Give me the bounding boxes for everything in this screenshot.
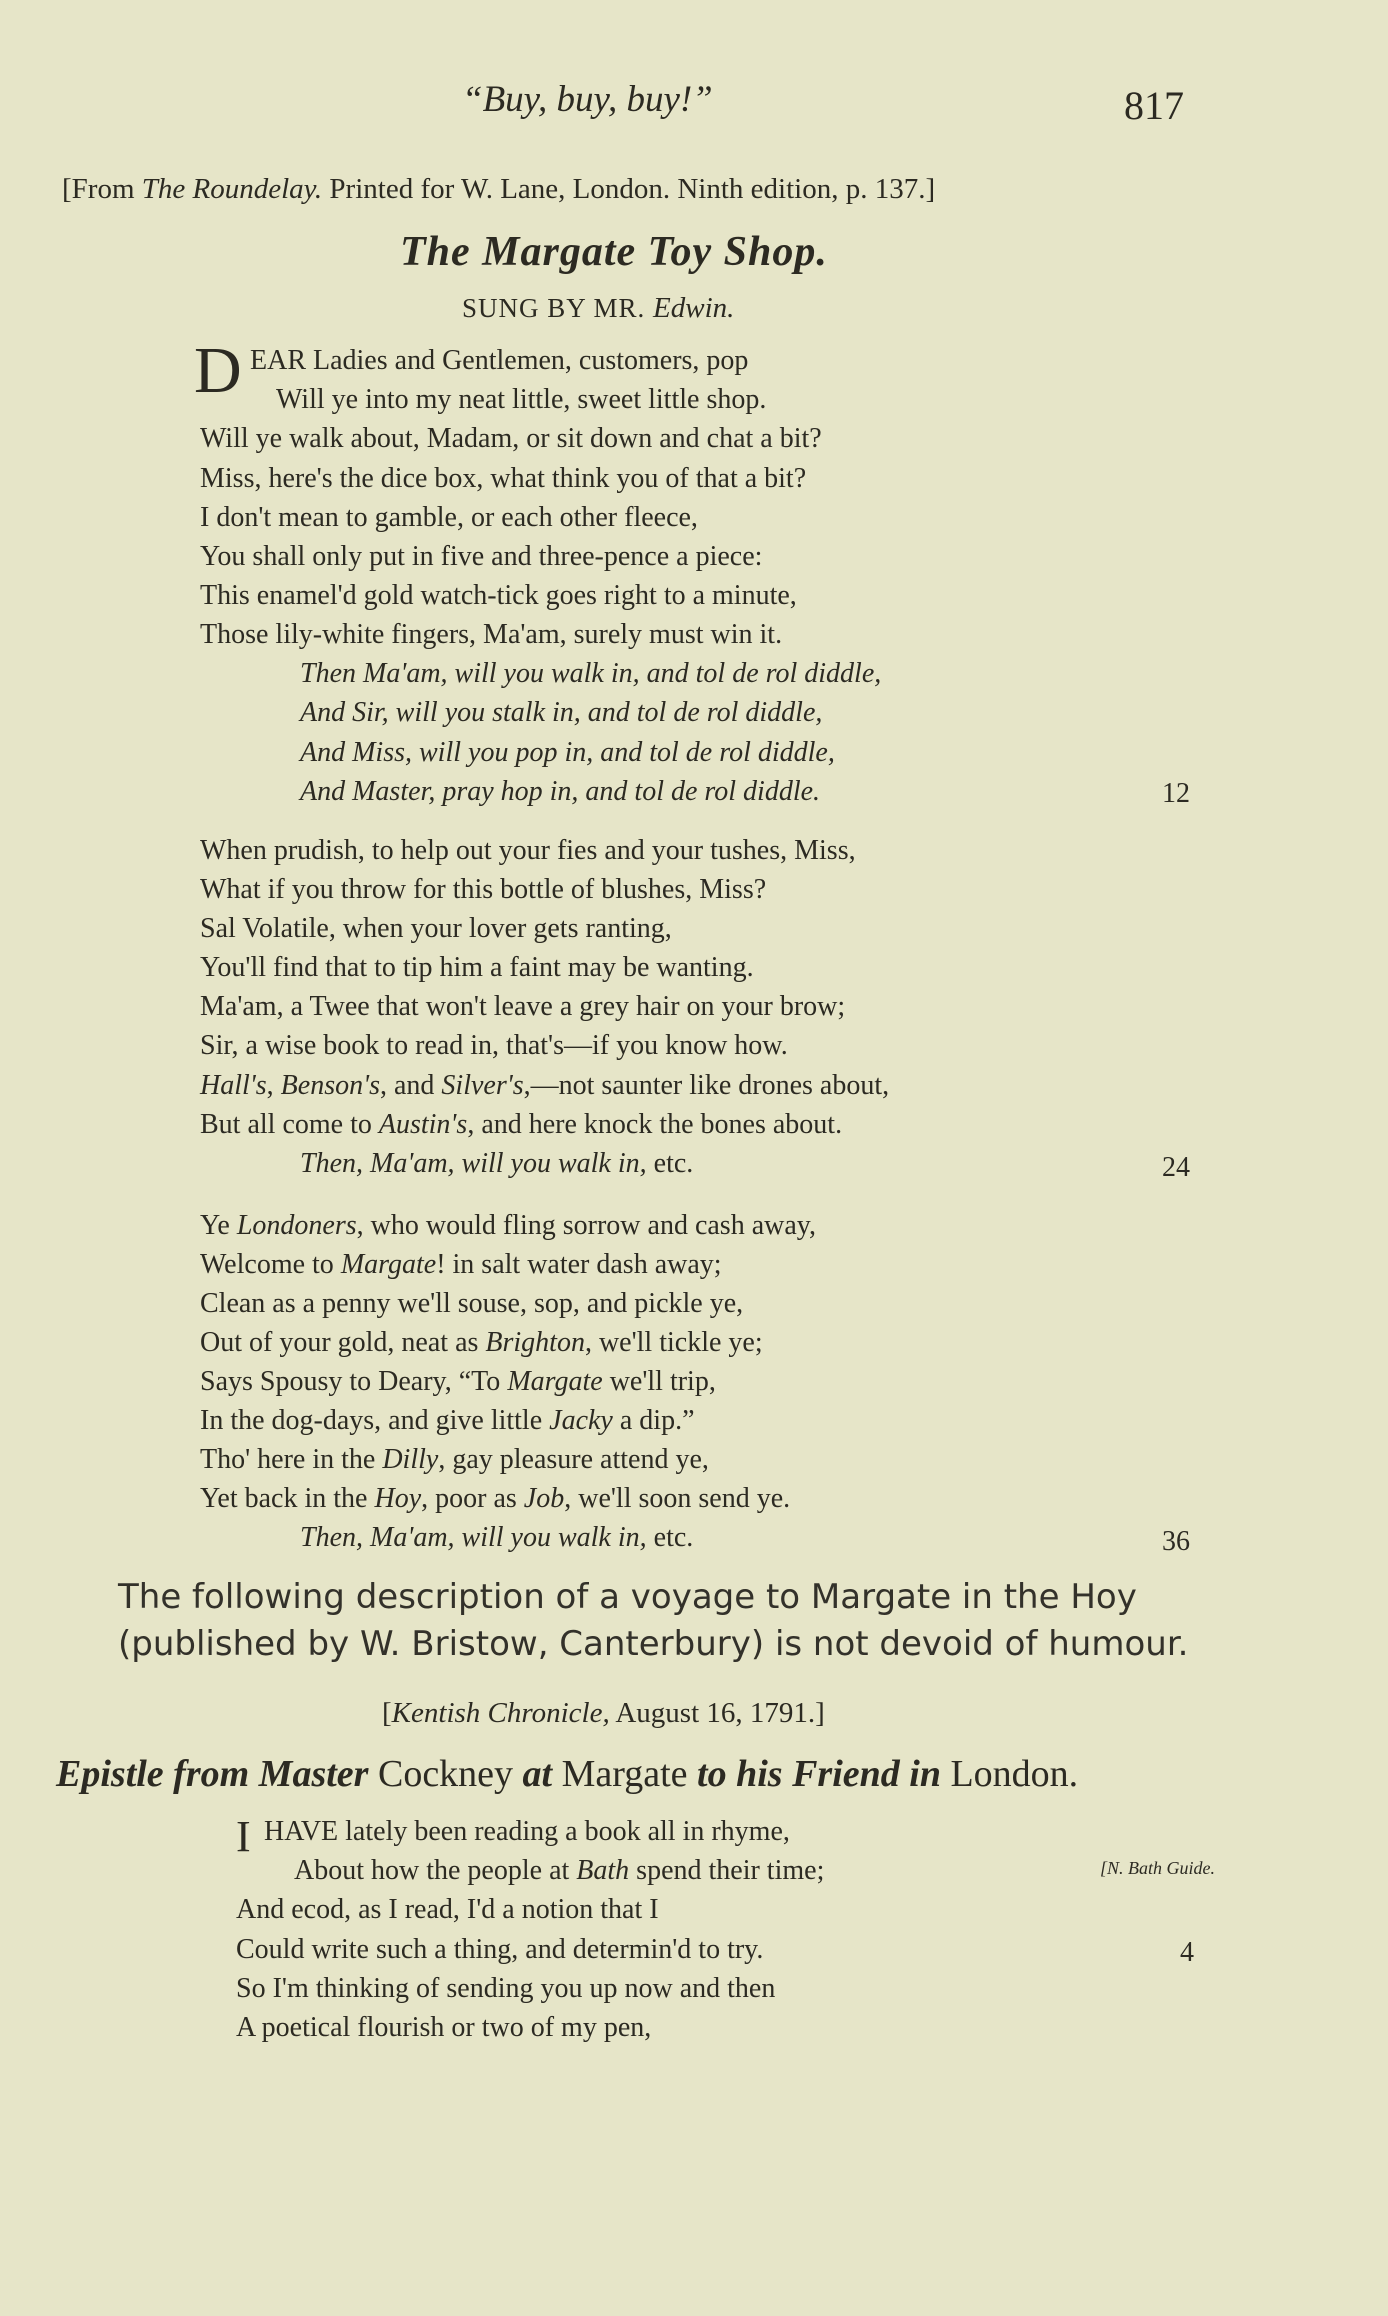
name-italic: Silver's — [441, 1070, 524, 1101]
chronicle-name: Kentish Chronicle, — [391, 1697, 610, 1729]
text-run: About how the people at — [294, 1855, 577, 1886]
text-run: we'll trip, — [602, 1366, 716, 1397]
refrain-line: And Sir, will you stalk in, and tol de rol diddle, — [300, 697, 823, 728]
chronicle-citation — [382, 1697, 825, 1730]
verse-line: EAR Ladies and Gentlemen, customers, pop — [250, 345, 749, 376]
verse-line — [200, 1210, 816, 1242]
blackletter-run: Epistle from Master — [56, 1753, 369, 1795]
verse-line: HAVE lately been reading a book all in rhyme, — [264, 1816, 790, 1847]
singer-name: Edwin. — [653, 292, 735, 324]
verse-line: Miss, here's the dice box, what think you of that a bit? — [200, 463, 807, 494]
verse-line: What if you throw for this bottle of blushes, Miss? — [200, 874, 767, 905]
text-run: , and — [379, 1070, 442, 1101]
text-run: a dip.” — [612, 1405, 695, 1436]
text-run: Tho' here in the — [200, 1444, 383, 1475]
verse-line: Sal Volatile, when your lover gets ranting, — [200, 913, 672, 944]
verse-line: Ma'am, a Twee that won't leave a grey hair on your brow; — [200, 991, 846, 1022]
verse-line — [200, 1327, 763, 1359]
epistle-title — [56, 1752, 1078, 1796]
name-italic: Londoners — [236, 1210, 357, 1241]
blackletter-run: to his Friend in — [697, 1753, 941, 1795]
verse-line: And ecod, as I read, I'd a notion that I — [236, 1894, 659, 1925]
text-run: ,—not saunter like drones about, — [523, 1070, 890, 1101]
prose-line: The following description of a voyage to Margate in the Hoy — [118, 1577, 1137, 1617]
name-italic: Austin's — [378, 1109, 468, 1140]
side-note: [N. Bath Guide. — [1100, 1858, 1215, 1878]
text-run: Then, Ma'am, will you walk in, — [300, 1522, 647, 1553]
text-run: Cockney — [368, 1753, 523, 1795]
source-rest: Printed for W. Lane, London. Ninth edition, p. 137.] — [322, 173, 936, 205]
verse-line — [200, 1405, 695, 1437]
text-run: , we'll soon send ye. — [564, 1483, 791, 1514]
name-italic: Job — [523, 1483, 565, 1514]
verse-line: I don't mean to gamble, or each other fleece, — [200, 502, 698, 533]
text-run: etc. — [646, 1148, 694, 1179]
source-book: The Roundelay. — [141, 173, 323, 205]
song-title: The Margate Toy Shop. — [400, 229, 828, 275]
name-italic: Bath — [576, 1855, 630, 1886]
verse-line: Those lily-white fingers, Ma'am, surely must win it. — [200, 619, 783, 650]
verse-line — [200, 1366, 716, 1398]
text-run: etc. — [646, 1522, 694, 1553]
drop-cap: D — [194, 334, 242, 407]
blackletter-run: at — [522, 1753, 553, 1795]
verse-line — [200, 1249, 722, 1281]
name-italic: Dilly — [382, 1444, 439, 1475]
text-run: Ye — [200, 1210, 237, 1241]
verse-line: When prudish, to help out your fies and your tushes, Miss, — [200, 835, 856, 866]
refrain-line: And Master, pray hop in, and tol de rol diddle. — [300, 776, 821, 807]
verse-line: Could write such a thing, and determin'd to try. — [236, 1934, 764, 1965]
line-number: 12 — [1162, 778, 1190, 809]
text-run: , and here knock the bones about. — [467, 1109, 843, 1140]
verse-line: A poetical flourish or two of my pen, — [236, 2012, 652, 2043]
text-run: Yet back in the — [200, 1483, 375, 1514]
text-run: , we'll tickle ye; — [584, 1327, 763, 1358]
line-number: 36 — [1162, 1526, 1190, 1557]
prose-line: (published by W. Bristow, Canterbury) is not devoid of humour. — [118, 1624, 1189, 1664]
text-run: spend their time; — [629, 1855, 825, 1886]
verse-line — [294, 1855, 824, 1887]
verse-line — [200, 1483, 790, 1515]
text-run: ! in salt water dash away; — [436, 1249, 722, 1280]
name-italic: Brighton — [485, 1327, 585, 1358]
verse-line: This enamel'd gold watch-tick goes right to a minute, — [200, 580, 797, 611]
verse-line — [200, 1109, 842, 1141]
name-italic: Margate — [340, 1249, 437, 1280]
text-run: Then, Ma'am, will you walk in, — [300, 1148, 647, 1179]
verse-line: You'll find that to tip him a faint may be wanting. — [200, 952, 754, 983]
text-run: , poor as — [421, 1483, 524, 1514]
source-note — [62, 173, 935, 206]
name-italic: Benson's — [280, 1070, 380, 1101]
text-run: But all come to — [200, 1109, 379, 1140]
text-run: London. — [940, 1753, 1079, 1795]
text-run: [ — [382, 1697, 392, 1729]
running-title: “Buy, buy, buy!” — [462, 79, 713, 120]
refrain-line — [300, 1522, 693, 1554]
verse-line — [200, 1070, 889, 1102]
text-run: In the dog-days, and give little — [200, 1405, 550, 1436]
name-italic: Hoy — [374, 1483, 422, 1514]
verse-line: Clean as a penny we'll souse, sop, and pickle ye, — [200, 1288, 744, 1319]
verse-line: Sir, a wise book to read in, that's—if you know how. — [200, 1030, 788, 1061]
refrain-line — [300, 1148, 693, 1180]
name-italic: Jacky — [549, 1405, 613, 1436]
source-prefix: [From — [62, 173, 142, 205]
line-number: 4 — [1180, 1937, 1194, 1968]
text-run: , gay pleasure attend ye, — [438, 1444, 709, 1475]
verse-line: So I'm thinking of sending you up now and then — [236, 1973, 776, 2004]
name-italic: Margate — [507, 1366, 603, 1397]
sung-by — [462, 292, 734, 325]
verse-line: You shall only put in five and three-pence a piece: — [200, 541, 763, 572]
text-run: , who would fling sorrow and cash away, — [356, 1210, 816, 1241]
refrain-line: And Miss, will you pop in, and tol de rol diddle, — [300, 737, 835, 768]
text-run: Margate — [552, 1753, 698, 1795]
sung-by-prefix: SUNG BY MR. — [462, 293, 654, 323]
verse-line: Will ye walk about, Madam, or sit down and chat a bit? — [200, 423, 822, 454]
text-run: Says Spousy to Deary, “To — [200, 1366, 508, 1397]
page-number: 817 — [1124, 83, 1184, 128]
name-italic: Hall's — [200, 1070, 267, 1101]
line-number: 24 — [1162, 1152, 1190, 1183]
text-run: Welcome to — [200, 1249, 341, 1280]
drop-cap: I — [236, 1812, 251, 1861]
verse-line — [200, 1444, 709, 1476]
refrain-line: Then Ma'am, will you walk in, and tol de rol diddle, — [300, 658, 882, 689]
verse-line: Will ye into my neat little, sweet little shop. — [276, 384, 767, 415]
text-run: Out of your gold, neat as — [200, 1327, 486, 1358]
text-run: August 16, 1791.] — [609, 1697, 825, 1729]
text-run: , — [266, 1070, 281, 1101]
